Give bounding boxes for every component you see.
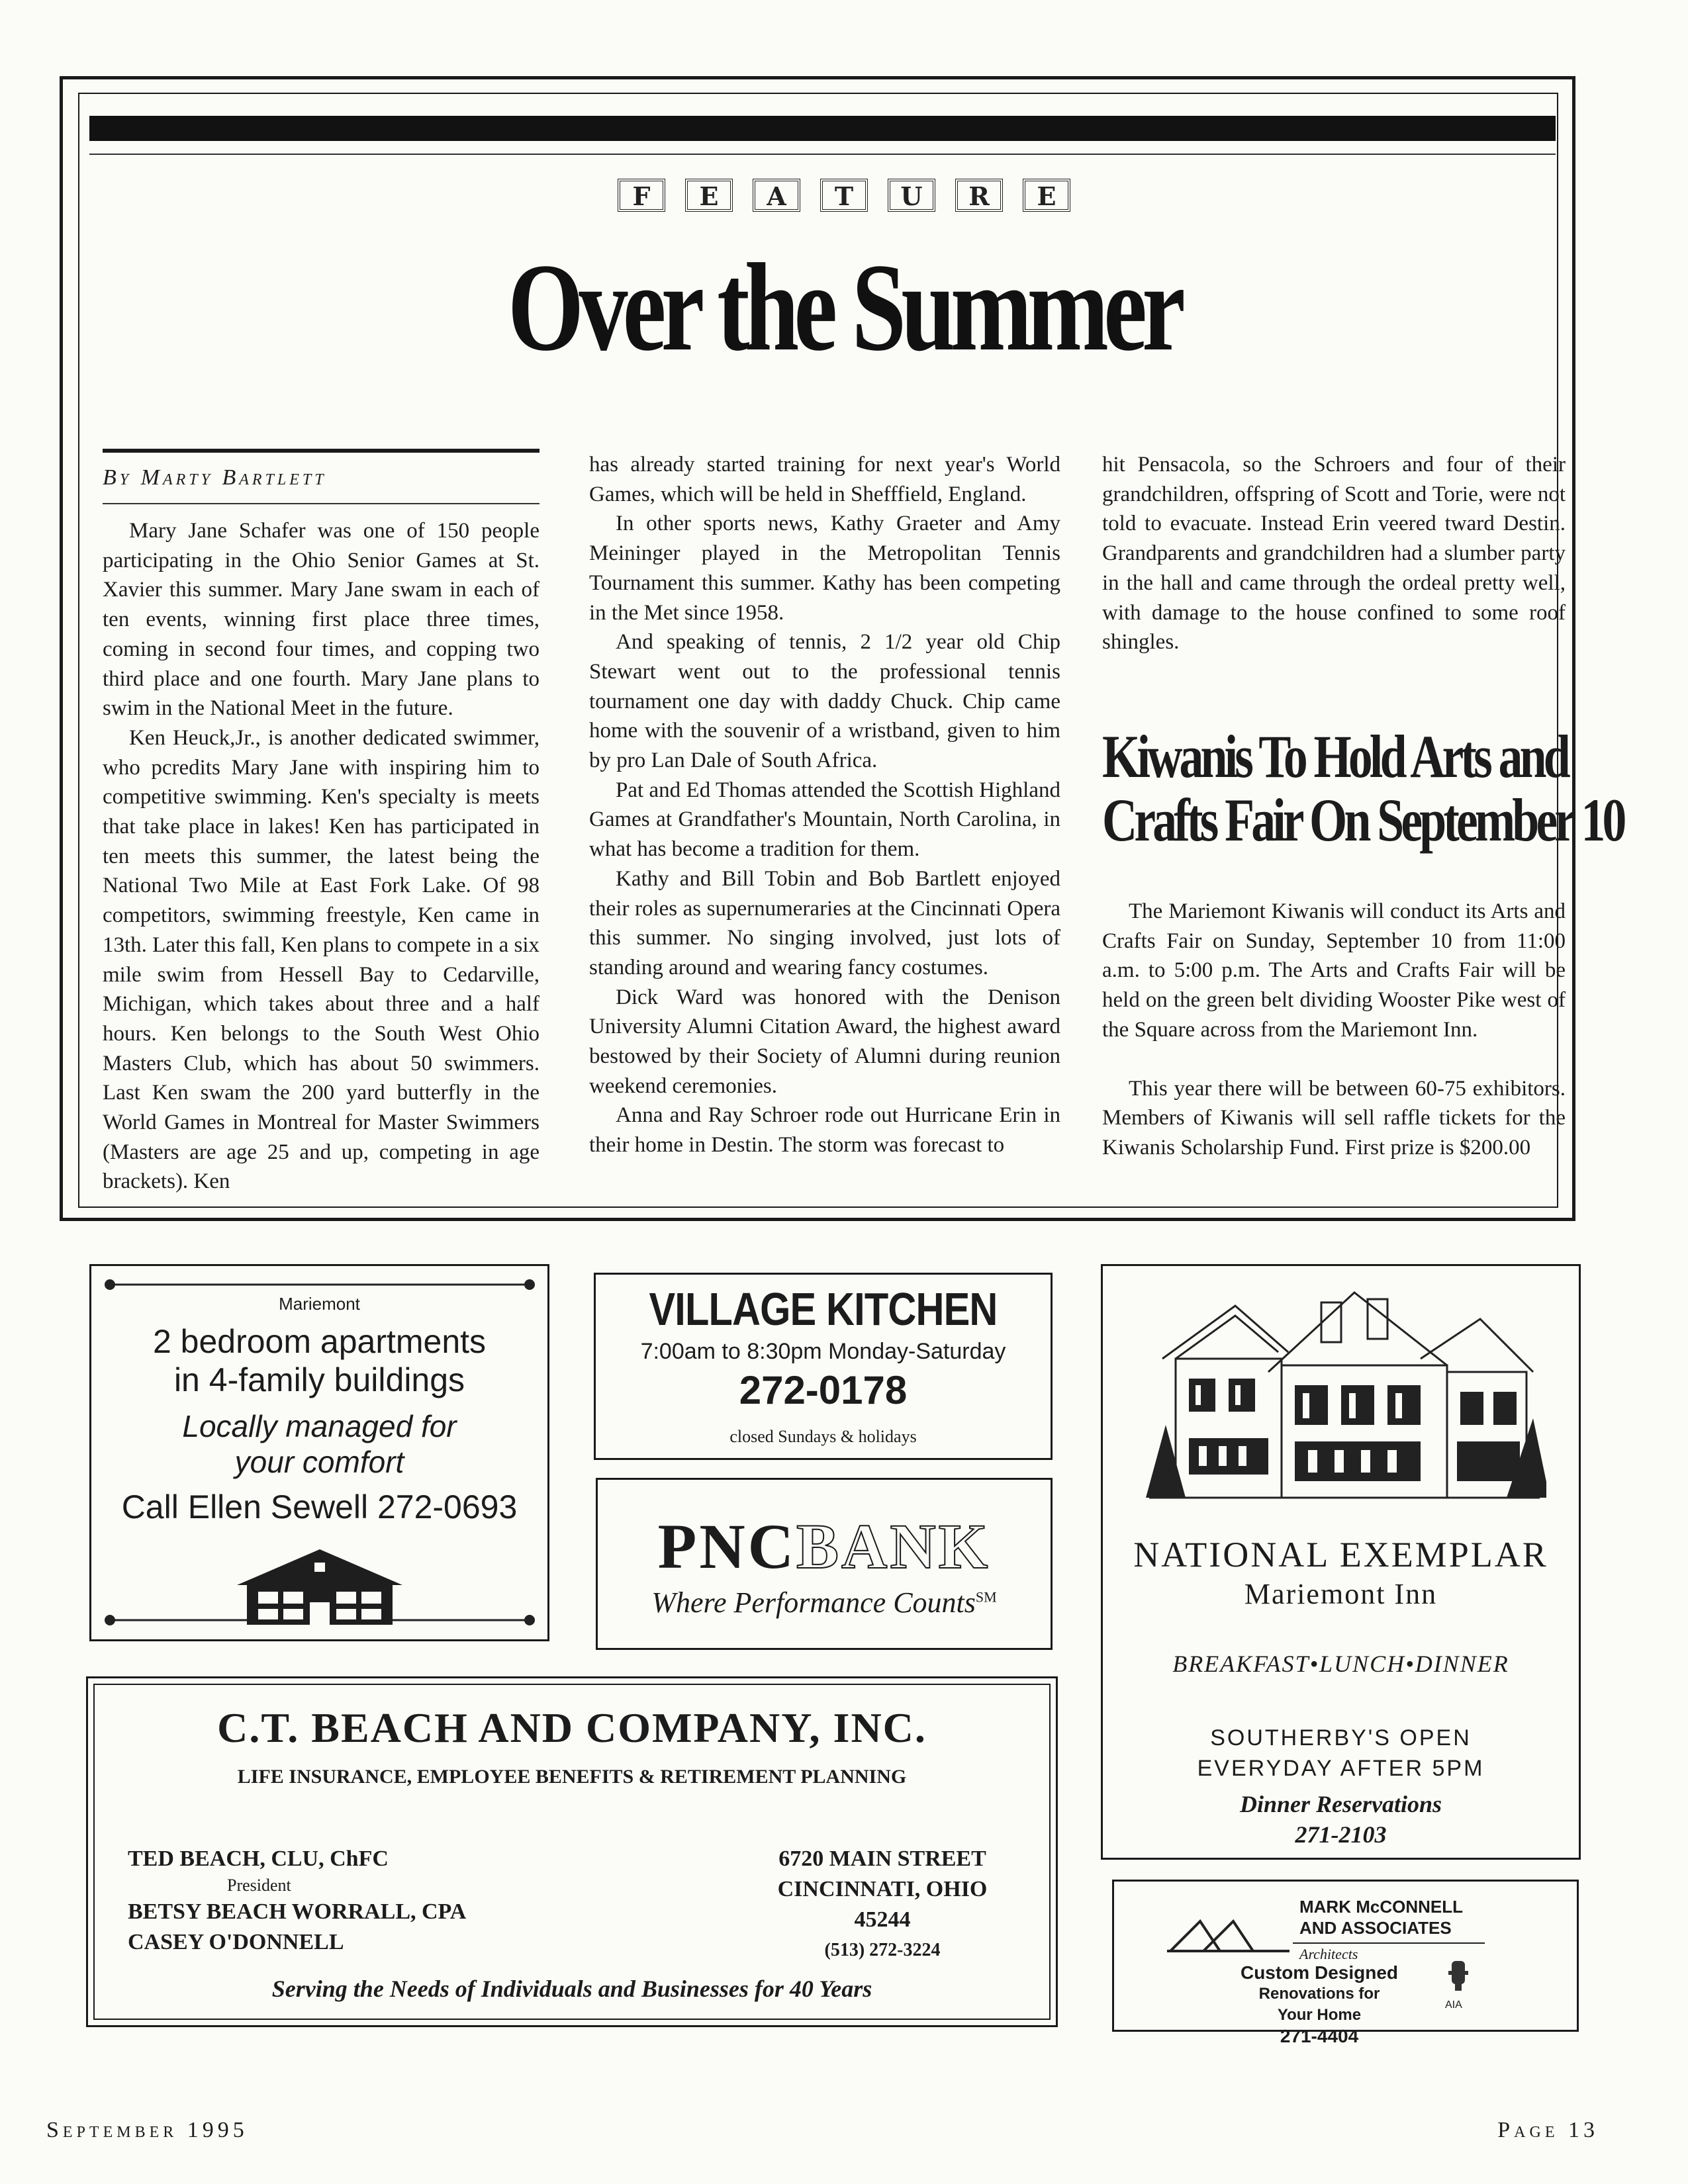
pnc-tagline bbox=[598, 1586, 1051, 1619]
pnc-tagline-text: Where Performance Counts bbox=[651, 1586, 976, 1619]
apartments-line-1: 2 bedroom apartments bbox=[152, 1323, 487, 1360]
beach-company: C.T. BEACH AND COMPANY, INC. bbox=[217, 1704, 927, 1751]
paragraph: has already started training for next year's World Games, which will be held in Shefffield, England. bbox=[589, 453, 1060, 506]
paragraph: And speaking of tennis, 2 1/2 year old Chip Stewart went out to the professional tennis tournament one day with daddy Chuck. Chip came home with the souvenir of a wristband, given to him by pro Lan Dale of South Africa. bbox=[589, 630, 1060, 773]
apartments-ad bbox=[89, 1264, 549, 1641]
kitchen-closed: closed Sundays & holidays bbox=[729, 1427, 917, 1446]
beach-services: LIFE INSURANCE, EMPLOYEE BENEFITS & RETIREMENT PLANNING bbox=[237, 1766, 907, 1788]
kiwanis-headline bbox=[1102, 723, 1624, 854]
mcconnell-line-3: Your Home bbox=[1277, 2006, 1362, 2024]
pnc-name-b: BANK bbox=[796, 1511, 991, 1582]
beach-person-2: BETSY BEACH WORRALL, CPA bbox=[128, 1899, 467, 1924]
beach-person-1: TED BEACH, CLU, ChFC bbox=[128, 1846, 389, 1871]
footer-page: Page 13 bbox=[1497, 2118, 1599, 2142]
pnc-service-mark: SM bbox=[975, 1588, 997, 1606]
beach-phone: (513) 272-3224 bbox=[824, 1940, 941, 1960]
kitchen-name: VILLAGE KITCHEN bbox=[649, 1283, 998, 1335]
kicker-letter: E bbox=[685, 179, 733, 212]
village-kitchen-ad bbox=[594, 1273, 1053, 1460]
kicker-letter: A bbox=[753, 179, 800, 212]
footer-date: September 1995 bbox=[46, 2118, 248, 2142]
mcconnell-role: Architects bbox=[1299, 1946, 1358, 1962]
paragraph: Anna and Ray Schroer rode out Hurricane Erin in their home in Destin. The storm was forecast to bbox=[589, 1103, 1060, 1158]
apartments-line-4: your comfort bbox=[234, 1445, 404, 1479]
mariemont-inn-ad bbox=[1101, 1264, 1581, 1860]
pnc-name-a: PNC bbox=[657, 1511, 796, 1582]
mcconnell-name-1: MARK McCONNELL bbox=[1299, 1897, 1463, 1917]
ad-top-rule bbox=[105, 1278, 535, 1291]
inn-meals: BREAKFAST•LUNCH•DINNER bbox=[1172, 1651, 1509, 1677]
paragraph: The Mariemont Kiwanis will conduct its Arts and Crafts Fair on Sunday, September 10 from 11:00 a.m. to 5:00 p.m. The Arts and Crafts Fair will be held on the green belt dividing Wooster Pike west of the Square across from the Mariemont Inn. bbox=[1102, 899, 1566, 1042]
inn-reserve bbox=[1103, 1789, 1579, 1850]
beach-address bbox=[757, 1844, 1008, 1966]
aia-label: AIA bbox=[1445, 1999, 1462, 2011]
apartments-place: Mariemont bbox=[279, 1294, 360, 1314]
kicker-letter: F bbox=[618, 179, 665, 212]
kiwanis-headline-line: Kiwanis To Hold Arts and bbox=[1102, 723, 1568, 790]
kitchen-hours: 7:00am to 8:30pm Monday-Saturday bbox=[640, 1339, 1006, 1364]
pnc-logo bbox=[598, 1510, 1051, 1583]
paragraph: In other sports news, Kathy Graeter and Amy Meininger played in the Metropolitan Tennis Tournament this summer. Kathy has been competing in the Met since 1958. bbox=[589, 512, 1060, 625]
paragraph: hit Pensacola, so the Schroers and four of their grandchildren, offspring of Scott and Torie, were not told to evacuate. Instead Erin veered tward Destin. Grandparents and grandchildren had a slumber party in the hall and came through the ordeal pretty well, with damage to the house confined to some roof shingles. bbox=[1102, 453, 1566, 655]
pnc-bank-ad bbox=[596, 1478, 1053, 1650]
top-black-bar bbox=[89, 116, 1556, 141]
house-icon bbox=[105, 1544, 535, 1630]
kiwanis-headline-line: Crafts Fair On September 10 bbox=[1102, 786, 1624, 854]
feature-kicker bbox=[0, 179, 1688, 212]
article-column-3 bbox=[1102, 450, 1566, 657]
mcconnell-phone: 271-4404 bbox=[1280, 2026, 1359, 2046]
inn-name: NATIONAL EXEMPLAR bbox=[1133, 1535, 1548, 1574]
paragraph: Mary Jane Schafer was one of 150 people participating in the Ohio Senior Games at St. Xavier this summer. Mary Jane swam in each of ten events, winning first place three times, coming in second four times, and copping two third place and one fourth. Mary Jane plans to swim in the National Meet in the future. bbox=[103, 519, 539, 721]
inn-building-illustration bbox=[1136, 1279, 1546, 1524]
mcconnell-name-2: AND ASSOCIATES bbox=[1299, 1918, 1452, 1938]
inn-place: Mariemont Inn bbox=[1244, 1578, 1438, 1610]
inn-phone: 271-2103 bbox=[1295, 1821, 1387, 1848]
byline-rule-bottom bbox=[103, 503, 539, 504]
beach-title-1: President bbox=[227, 1876, 291, 1895]
paragraph: Kathy and Bill Tobin and Bob Bartlett enjoyed their roles as supernumeraries at the Cincinnati Opera this summer. No singing involved, just lots of standing around and wearing fancy costumes. bbox=[589, 866, 1060, 979]
byline: By Marty Bartlett bbox=[103, 465, 327, 490]
mcconnell-line-2: Renovations for bbox=[1258, 1985, 1380, 2003]
kitchen-phone: 272-0178 bbox=[739, 1368, 908, 1412]
kiwanis-article bbox=[1102, 897, 1566, 1163]
beach-city: CINCINNATI, OHIO bbox=[777, 1877, 988, 1901]
kicker-letter: R bbox=[955, 179, 1003, 212]
mcconnell-line-1: Custom Designed bbox=[1240, 1962, 1399, 1983]
mcconnell-rule bbox=[1293, 1942, 1485, 1944]
byline-rule-top bbox=[103, 449, 539, 453]
paragraph: This year there will be between 60-75 exhibitors. Members of Kiwanis will sell raffle tickets for the Kiwanis Scholarship Fund. First prize is $200.00 bbox=[1102, 1076, 1566, 1160]
paragraph: Pat and Ed Thomas attended the Scottish Highland Games at Grandfather's Mountain, North Carolina, in what has become a tradition for them. bbox=[589, 778, 1060, 862]
inn-open bbox=[1103, 1723, 1579, 1784]
inn-open-2: EVERYDAY AFTER 5PM bbox=[1197, 1756, 1485, 1781]
inn-reserve-text: Dinner Reservations bbox=[1239, 1791, 1442, 1817]
beach-people bbox=[128, 1844, 466, 1958]
ct-beach-ad bbox=[86, 1676, 1058, 2027]
beach-street: 6720 MAIN STREET bbox=[778, 1846, 986, 1871]
kicker-letter: E bbox=[1023, 179, 1070, 212]
article-column-2 bbox=[589, 450, 1060, 1160]
beach-person-3: CASEY O'DONNELL bbox=[128, 1930, 344, 1954]
top-rule bbox=[89, 154, 1556, 155]
beach-slogan: Serving the Needs of Individuals and Businesses for 40 Years bbox=[271, 1976, 872, 2002]
apartments-call: Call Ellen Sewell 272-0693 bbox=[121, 1488, 518, 1525]
mcconnell-architects-ad bbox=[1112, 1880, 1579, 2046]
mcconnell-name bbox=[1299, 1896, 1463, 1938]
apartments-line-3: Locally managed for bbox=[182, 1409, 457, 1443]
headline: Over the Summer bbox=[507, 238, 1181, 377]
kicker-letter: T bbox=[820, 179, 868, 212]
kicker-letter: U bbox=[888, 179, 935, 212]
mcconnell-lines bbox=[1220, 1962, 1419, 2047]
apartments-tagline bbox=[91, 1408, 547, 1480]
aia-seal-icon bbox=[1442, 1958, 1475, 1997]
paragraph: Dick Ward was honored with the Denison University Alumni Citation Award, the highest award bestowed by their Society of Alumni during reunion weekend ceremonies. bbox=[589, 985, 1060, 1098]
paragraph: Ken Heuck,Jr., is another dedicated swimmer, who pcredits Mary Jane with inspiring him to competitive swimming. Ken's specialty is meets that take place in lakes! Ken has participated in ten meets this summer, the latest being the National Two Mile at East Fork Lake. Of 98 competitors, swimming freestyle, Ken came in 13th. Later this fall, Ken plans to compete in a six mile swim from Hessell Bay to Cedarville, Michigan, which takes about three and a half hours. Ken belongs to the South West Ohio Masters Club, which has about 50 swimmers. Last Ken swam the 200 yard butterfly in the World Games in Montreal for Master Swimmers (Masters are age 25 and up, competing in age brackets). Ken bbox=[103, 725, 539, 1194]
beach-zip: 45244 bbox=[854, 1907, 911, 1932]
article-column-1 bbox=[103, 516, 539, 1197]
inn-open-1: SOUTHERBY'S OPEN bbox=[1210, 1725, 1472, 1751]
apartments-line-2: in 4-family buildings bbox=[173, 1361, 465, 1398]
apartments-line bbox=[91, 1322, 547, 1399]
architect-logo-icon bbox=[1167, 1915, 1293, 1954]
